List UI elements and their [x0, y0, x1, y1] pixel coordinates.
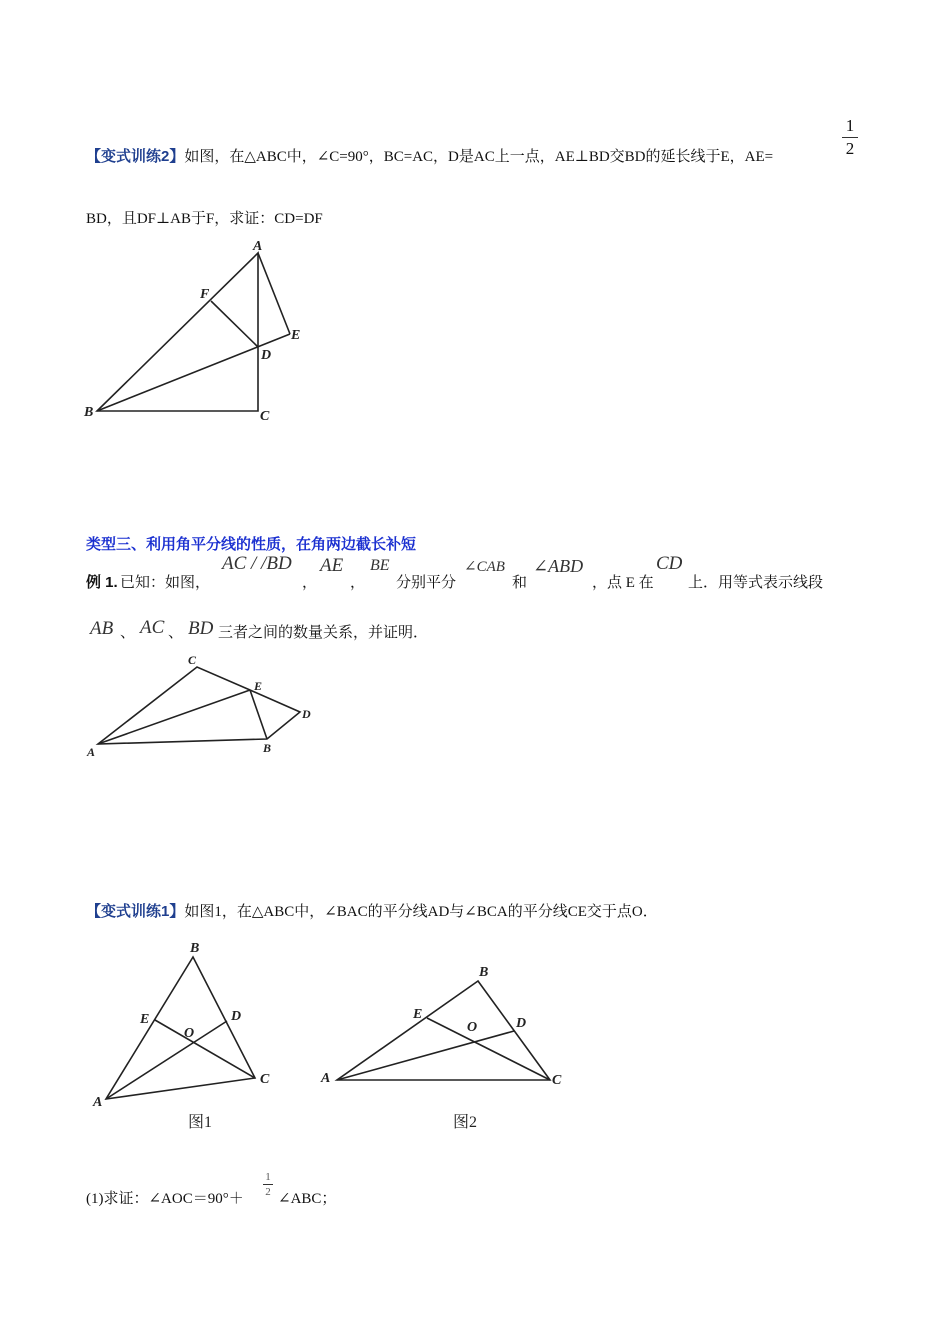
- label-b: B: [263, 741, 272, 755]
- problem1-line2: BD，且DF⊥AB于F，求证：CD=DF: [86, 211, 323, 227]
- math-be: BE: [370, 557, 390, 574]
- example1-text-c: 和: [512, 575, 528, 591]
- q1-fraction: [263, 1171, 273, 1198]
- bisector-ad: [337, 1031, 514, 1080]
- fraction-denominator: 2: [265, 1186, 271, 1198]
- problem2-q1-prefix: (1)求证：∠AOC＝90°＋: [86, 1191, 244, 1207]
- fraction-numerator: 1: [265, 1171, 271, 1183]
- fraction-denominator: 2: [845, 139, 855, 158]
- problem2-text: 如图1，在△ABC中，∠BAC的平分线AD与∠BCA的平分线CE交于点O．: [184, 904, 658, 920]
- segment-df: [211, 301, 258, 347]
- segment-ae: [258, 253, 290, 334]
- triangle-abc: [97, 253, 258, 411]
- bisector-ad: [106, 1021, 227, 1099]
- label-o: O: [184, 1026, 195, 1041]
- label-a: A: [253, 239, 263, 254]
- label-d: D: [231, 1009, 242, 1024]
- label-d: D: [516, 1016, 527, 1031]
- caption-fig2: 图2: [453, 1114, 478, 1131]
- section3-heading: 类型三、利用角平分线的性质，在角两边截长补短: [86, 536, 417, 553]
- example1-sep1: 、: [120, 625, 136, 641]
- math-ac-parallel-bd: AC / /BD: [222, 553, 292, 574]
- label-e: E: [254, 679, 263, 693]
- label-f: F: [200, 287, 210, 302]
- fraction-bar: [263, 1184, 273, 1185]
- bisector-ce: [427, 1018, 550, 1080]
- problem2-tag: 【变式训练1】: [86, 903, 185, 920]
- example1-figure: [80, 650, 330, 765]
- example1-sep2: 、: [168, 625, 184, 641]
- segment-ae: [98, 690, 250, 744]
- segment-bd-extended: [97, 334, 290, 411]
- label-c: C: [260, 409, 270, 424]
- label-a: A: [87, 745, 96, 759]
- label-d: D: [302, 707, 311, 721]
- math-angle-cab: ∠CAB: [464, 559, 505, 575]
- problem1-text: 如图，在△ABC中，∠C=90°，BC=AC，D是AC上一点，AE⊥BD交BD的延长线于E，AE=: [184, 149, 774, 165]
- label-e: E: [291, 328, 301, 343]
- label-c: C: [552, 1073, 562, 1088]
- math-cd: CD: [656, 553, 683, 574]
- label-b: B: [84, 405, 94, 420]
- example1-comma2: ，: [350, 575, 366, 591]
- label-o: O: [467, 1020, 478, 1035]
- math-ae: AE: [320, 555, 344, 576]
- problem2-line: [86, 900, 658, 921]
- example1-label: 例 1.: [86, 574, 118, 591]
- label-d: D: [261, 348, 272, 363]
- problem2-figure-2: [315, 960, 575, 1135]
- triangle-abc: [106, 957, 255, 1099]
- example1-text-b: 分别平分: [396, 575, 457, 591]
- label-e: E: [140, 1012, 150, 1027]
- example1-text-f: 三者之间的数量关系，并证明．: [218, 625, 429, 641]
- fraction-numerator: 1: [845, 116, 855, 135]
- fraction-bar: [842, 137, 858, 138]
- label-c: C: [188, 653, 197, 667]
- math-ab: AB: [90, 618, 114, 639]
- label-a: A: [93, 1095, 103, 1110]
- problem2-figure-1: [88, 935, 288, 1135]
- label-b: B: [190, 941, 200, 956]
- label-e: E: [413, 1007, 423, 1022]
- example1-text-d: ，点 E 在: [592, 575, 654, 591]
- segment-be: [250, 690, 267, 739]
- math-bd: BD: [188, 618, 214, 639]
- math-angle-abd: ∠ABD: [533, 556, 584, 576]
- label-a: A: [321, 1071, 331, 1086]
- math-ac: AC: [140, 617, 165, 638]
- example1-comma1: ，: [302, 575, 318, 591]
- problem1-fraction: [842, 116, 858, 159]
- caption-fig1: 图1: [188, 1114, 213, 1131]
- label-c: C: [260, 1072, 270, 1087]
- label-b: B: [479, 965, 489, 980]
- problem2-q1-suffix: ∠ABC；: [278, 1191, 337, 1207]
- example1-text-a: 已知：如图，: [120, 575, 211, 591]
- example1-text-e: 上．用等式表示线段: [688, 575, 824, 591]
- problem1-line1: [86, 145, 773, 166]
- problem1-figure: [80, 235, 320, 430]
- problem1-tag: 【变式训练2】: [86, 148, 185, 165]
